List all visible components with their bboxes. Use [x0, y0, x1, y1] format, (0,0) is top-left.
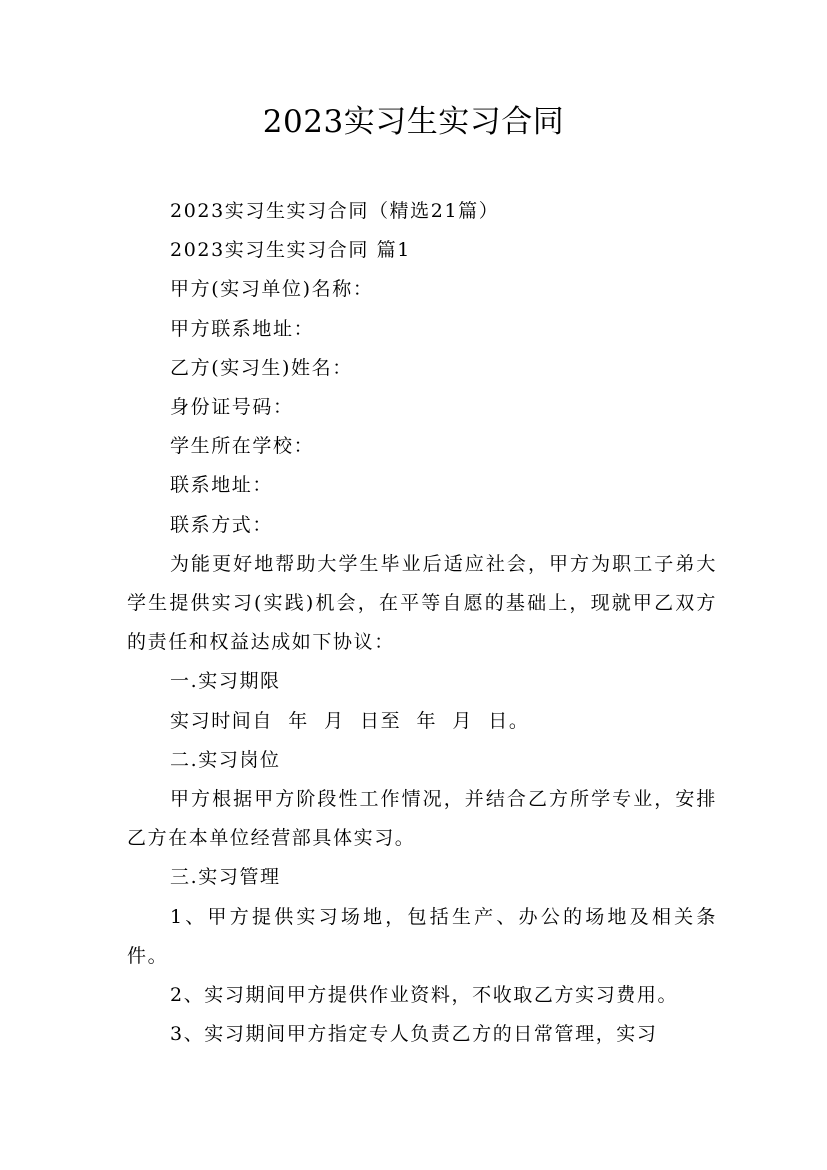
document-title: 2023实习生实习合同 — [262, 104, 565, 140]
document-body — [127, 192, 717, 1054]
management-item-2: 2、实习期间甲方提供作业资料，不收取乙方实习费用。 — [170, 984, 679, 1007]
school-line: 学生所在学校： — [170, 435, 315, 458]
period-line: 实习时间自 年 月 日至 年 月 日。 — [170, 709, 530, 732]
position-paragraph: 甲方根据甲方阶段性工作情况，并结合乙方所学专业，安排乙方在本单位经营部具体实习。 — [127, 788, 717, 850]
management-item-3: 3、实习期间甲方指定专人负责乙方的日常管理，实习 — [170, 1023, 658, 1046]
intro-paragraph: 为能更好地帮助大学生毕业后适应社会，甲方为职工子弟大学生提供实习(实践)机会，在平等自愿的基础上，现就甲乙双方的责任和权益达成如下协议： — [127, 552, 717, 654]
clause-heading-3: 三.实习管理 — [170, 866, 281, 889]
party-a-name-line: 甲方(实习单位)名称： — [170, 278, 374, 301]
section-heading: 2023实习生实习合同 篇1 — [170, 239, 411, 262]
party-b-name-line: 乙方(实习生)姓名： — [170, 356, 353, 379]
party-a-address-line: 甲方联系地址： — [170, 317, 315, 340]
clause-heading-1: 一.实习期限 — [170, 670, 281, 693]
clause-heading-2: 二.实习岗位 — [170, 748, 281, 771]
management-item-1: 1、甲方提供实习场地，包括生产、办公的场地及相关条件。 — [127, 905, 717, 967]
subtitle-line: 2023实习生实习合同（精选21篇） — [170, 200, 500, 222]
contact-method-line: 联系方式： — [170, 513, 274, 536]
id-number-line: 身份证号码： — [170, 396, 294, 419]
contact-address-line: 联系地址： — [170, 474, 274, 497]
